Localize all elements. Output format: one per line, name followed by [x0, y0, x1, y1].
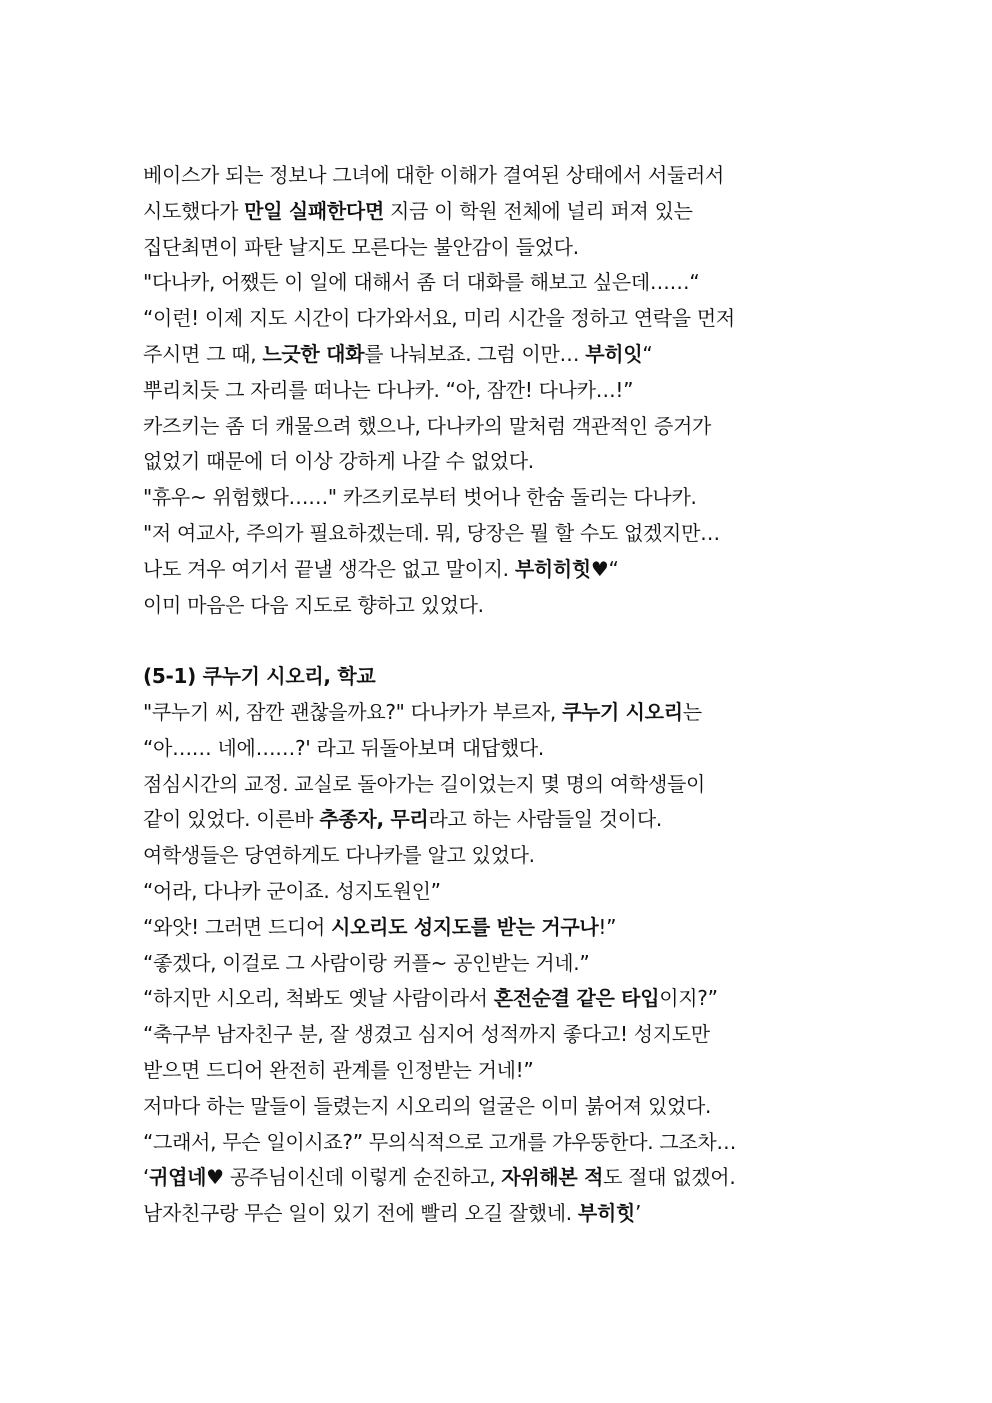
- text-line: [143, 910, 863, 946]
- emphasis-text: 만일 실패한다면: [244, 198, 384, 223]
- text-span: 나도 겨우 여기서 끝낼 생각은 없고 말이지.: [143, 556, 515, 581]
- text-span: 는: [682, 699, 702, 724]
- text-line: [143, 444, 863, 480]
- text-span: 남자친구랑 무슨 일이 있기 전에 빨리 오길 잘했네.: [143, 1201, 578, 1226]
- text-span: "휴우~ 위험했다……" 카즈키로부터 벗어나 한숨 돌리는 다나카.: [143, 485, 697, 510]
- text-line: [143, 695, 863, 731]
- paragraph-1: [143, 158, 863, 623]
- emphasis-text: 부히히힛♥: [514, 556, 609, 581]
- emphasis-text: 혼전순결 같은 타입: [493, 986, 660, 1011]
- text-line: [143, 301, 863, 337]
- emphasis-text: 쿠누기 시오리: [561, 699, 683, 724]
- text-span: “축구부 남자친구 분, 잘 생겼고 심지어 성적까지 좋다고! 성지도만: [143, 1022, 710, 1047]
- text-span: 베이스가 되는 정보나 그녀에 대한 이해가 결여된 상태에서 서둘러서: [143, 163, 725, 187]
- text-line: [143, 767, 863, 803]
- emphasis-text: 느긋한 대화: [262, 341, 365, 366]
- emphasis-text: 자위해본 적: [501, 1165, 604, 1190]
- emphasis-text: 추종자, 무리: [319, 807, 429, 832]
- text-span: “좋겠다, 이걸로 그 사람이랑 커플~ 공인받는 거네.”: [143, 950, 590, 975]
- text-span: !”: [598, 914, 617, 939]
- section-heading: (5-1) 쿠누기 시오리, 학교: [143, 664, 376, 689]
- text-span: 저마다 하는 말들이 들렸는지 시오리의 얼굴은 이미 붉어져 있었다.: [143, 1093, 712, 1118]
- text-span: 주시면 그 때,: [143, 341, 263, 366]
- text-line: [143, 1160, 863, 1196]
- text-span: ’: [634, 1201, 642, 1226]
- text-line: [143, 731, 863, 767]
- emphasis-text: 부히잇: [585, 341, 643, 366]
- emphasis-text: 귀엽네♥: [149, 1165, 224, 1190]
- text-line: [143, 158, 863, 194]
- text-line: [143, 946, 863, 982]
- text-line: [143, 1053, 863, 1089]
- text-span: 지금 이 학원 전체에 널리 퍼져 있는: [383, 198, 693, 223]
- text-span: “하지만 시오리, 척봐도 옛날 사람이라서: [143, 986, 494, 1011]
- text-line: [143, 802, 863, 838]
- text-span: 집단최면이 파탄 날지도 모른다는 불안감이 들었다.: [143, 234, 579, 259]
- text-span: 카즈키는 좀 더 캐물으려 했으나, 다나카의 말처럼 객관적인 증거가: [143, 413, 712, 438]
- emphasis-text: 시오리도 성지도를 받는 거구나: [331, 914, 599, 939]
- blank-line: [143, 623, 863, 659]
- text-line: [143, 265, 863, 301]
- text-span: “: [608, 556, 619, 581]
- text-span: 점심시간의 교정. 교실로 돌아가는 길이었는지 몇 명의 여학생들이: [143, 771, 705, 796]
- text-span: 라고 하는 사람들일 것이다.: [428, 807, 662, 832]
- text-line: [143, 588, 863, 624]
- text-line: [143, 480, 863, 516]
- text-line: [143, 373, 863, 409]
- text-line: [143, 194, 863, 230]
- text-span: “어라, 다나카 군이죠. 성지도원인”: [143, 878, 441, 903]
- text-span: 공주님이신데 이렇게 순진하고,: [223, 1165, 502, 1190]
- text-line: [143, 1196, 863, 1232]
- text-span: “이런! 이제 지도 시간이 다가와서요, 미리 시간을 정하고 연락을 먼저: [143, 306, 735, 331]
- text-span: "쿠누기 씨, 잠깐 괜찮을까요?" 다나카가 부르자,: [143, 699, 562, 724]
- text-line: [143, 230, 863, 266]
- text-span: “와앗! 그러면 드디어: [143, 914, 332, 939]
- paragraph-2: [143, 695, 863, 1232]
- text-line: [143, 838, 863, 874]
- text-span: "다나카, 어쨌든 이 일에 대해서 좀 더 대화를 해보고 싶은데……“: [143, 270, 700, 295]
- text-span: 여학생들은 당연하게도 다나카를 알고 있었다.: [143, 843, 535, 868]
- text-line: [143, 1125, 863, 1161]
- text-span: 이미 마음은 다음 지도로 향하고 있었다.: [143, 592, 484, 617]
- text-span: 뿌리치듯 그 자리를 떠나는 다나카. “아, 잠깐! 다나카…!”: [143, 377, 634, 402]
- text-span: “아…… 네에……?' 라고 뒤돌아보며 대답했다.: [143, 735, 544, 760]
- text-span: “그래서, 무슨 일이시죠?” 무의식적으로 고개를 갸우뚱한다. 그조차…: [143, 1129, 737, 1154]
- text-span: 를 나눠보죠. 그럼 이만…: [364, 341, 586, 366]
- text-line: [143, 1017, 863, 1053]
- text-line: [143, 337, 863, 373]
- text-span: 이지?”: [659, 986, 718, 1011]
- text-line: [143, 1089, 863, 1125]
- text-line: [143, 552, 863, 588]
- text-line: [143, 981, 863, 1017]
- text-line: [143, 516, 863, 552]
- text-span: 도 절대 없겠어.: [603, 1165, 736, 1190]
- text-span: “: [642, 341, 653, 366]
- text-span: ‘: [143, 1165, 150, 1190]
- text-line: [143, 409, 863, 445]
- text-span: 시도했다가: [143, 198, 245, 223]
- text-line: [143, 874, 863, 910]
- text-span: 받으면 드디어 완전히 관계를 인정받는 거네!”: [143, 1057, 534, 1082]
- emphasis-text: 부히힛: [577, 1201, 635, 1226]
- document-body: [143, 158, 863, 1232]
- text-span: "저 여교사, 주의가 필요하겠는데. 뭐, 당장은 뭘 할 수도 없겠지만…: [143, 520, 720, 545]
- text-span: 없었기 때문에 더 이상 강하게 나갈 수 없었다.: [143, 449, 534, 474]
- text-span: 같이 있었다. 이른바: [143, 807, 320, 832]
